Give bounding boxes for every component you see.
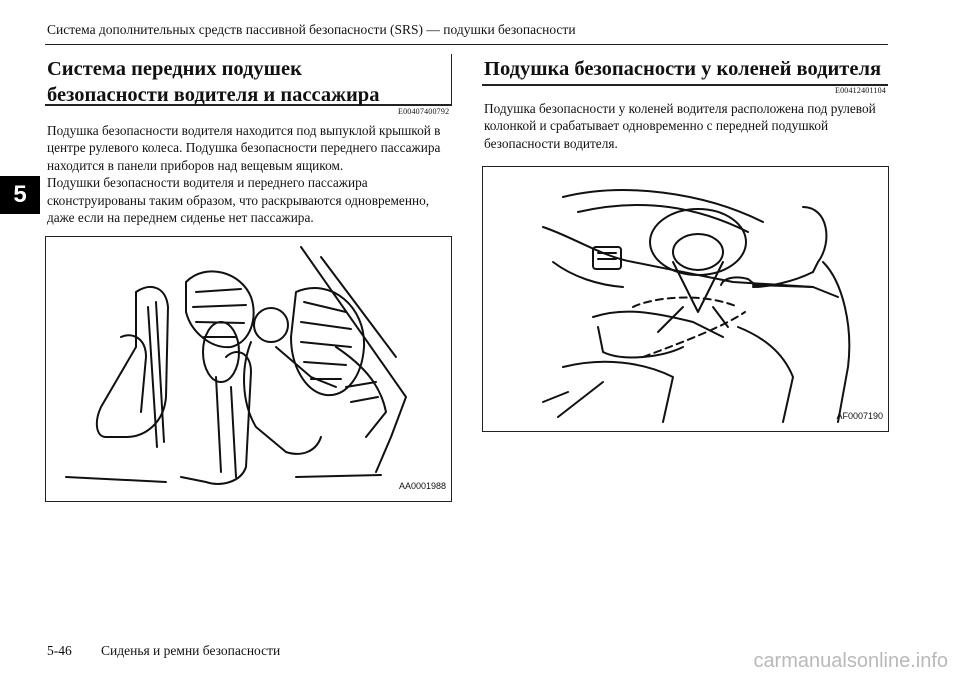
running-head: Система дополнительных средств пассивной безопасности (SRS) — подушки безопасности [47, 22, 576, 37]
right-body-text [484, 100, 886, 152]
front-airbags-illustration [46, 237, 451, 501]
left-section-title: Система передних подушек безопасности водителя и пассажира [47, 58, 380, 106]
right-section-title: Подушка безопасности у коленей водителя [484, 58, 882, 80]
watermark: carmanualsonline.info [753, 650, 948, 672]
left-section-code: E00407400792 [398, 107, 450, 116]
footer-section-name: Сиденья и ремни безопасности [101, 643, 281, 658]
left-body-text [47, 122, 447, 226]
airbag-front-figure [45, 236, 452, 502]
left-paragraph-1: Подушка безопасности водителя находится под выпуклой крышкой в центре рулевого колеса. Подушка безопасности переднего пассажира находится в панели приборов над вещевым ящиком. [47, 123, 441, 173]
right-figure-label: AF0007190 [836, 411, 883, 421]
right-paragraph-1: Подушка безопасности у коленей водителя расположена под рулевой колонкой и срабатывает одновременно с передней подушкой безопасности водителя. [484, 101, 876, 151]
right-section-code: E00412401104 [835, 86, 886, 95]
header-rule [45, 44, 888, 45]
left-paragraph-2: Подушки безопасности водителя и переднего пассажира сконструированы таким образом, что раскрываются одновременно, даже если на переднем сиденье нет пассажира. [47, 175, 430, 226]
left-figure-label: AA0001988 [398, 481, 446, 491]
chapter-tab: 5 [0, 176, 40, 214]
knee-airbag-illustration [483, 167, 888, 431]
page-number: 5-46 [47, 643, 72, 658]
knee-airbag-figure [482, 166, 889, 432]
